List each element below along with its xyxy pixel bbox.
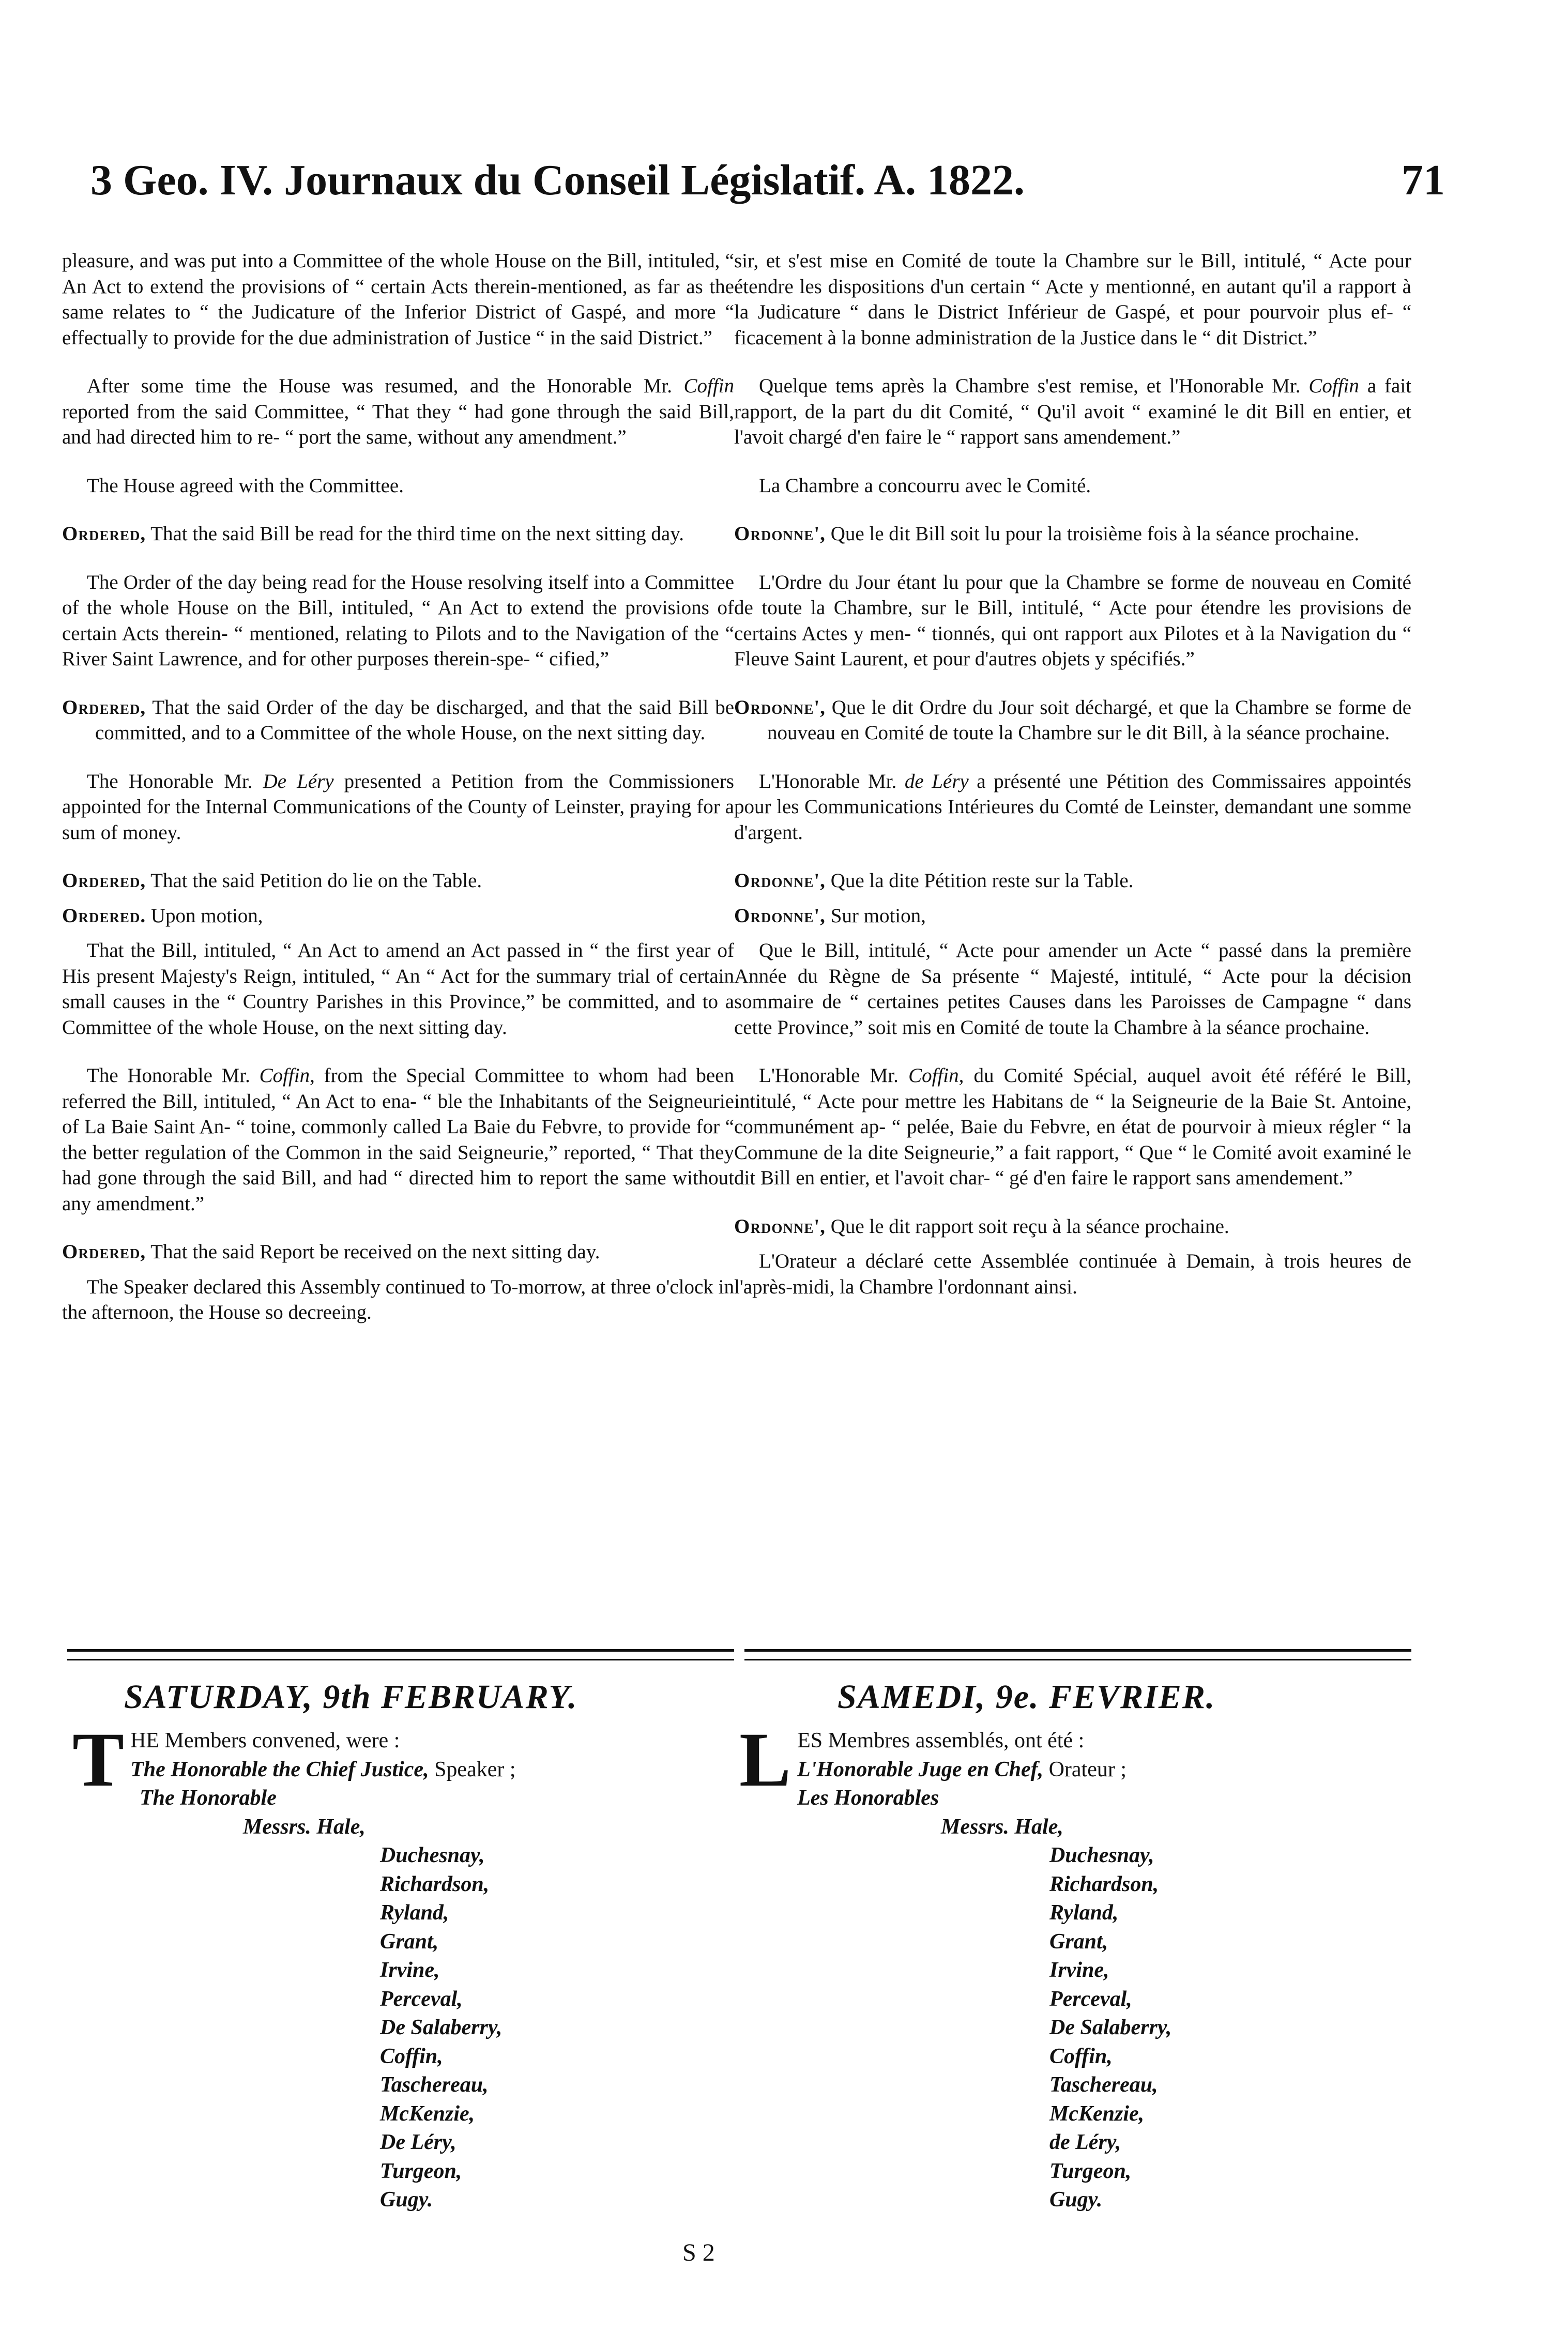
member-name: Ryland, [380, 1901, 449, 1925]
order-paragraph: Ordonne', Sur motion, [734, 904, 926, 927]
paragraph: L'Honorable Mr. Coffin, du Comité Spécial, auquel avoit été référé le Bill, intitulé, “ Acte pour mettre les Habitans de “ la Seigneurie de la Baie St. Antoine, communément ap- “ pelée, Baie du Febvre, en état de pourvoir à mieux régler “ la Commune de la dite Seigneurie,” a fait rapport, “ Que “ le Comité avoit examiné le dit Bill en entier, et l'avoit char- “ gé d'en faire le rapport sans amendement.” [734, 1064, 1411, 1189]
member-name: Gugy. [380, 2188, 433, 2212]
paragraph: The Order of the day being read for the House resolving itself into a Committee of the whole House on the Bill, intituled, “ An Act to extend the provisions of certain Acts therein- “ mentioned, relating to Pilots and to the Navigation of the “ River Saint Lawrence, and for other purposes therein-spe- “ cified,” [62, 571, 734, 670]
paragraph: The Speaker declared this Assembly continued to To-morrow, at three o'clock in the afternoon, the House so decreeing. [62, 1275, 734, 1323]
page-header [90, 155, 1445, 212]
page-number: 71 [1402, 156, 1445, 204]
paragraph: The House agreed with the Committee. [87, 474, 404, 497]
member-name: De Léry, [380, 2130, 456, 2154]
paragraph: The Honorable Mr. De Léry presented a Petition from the Commissioners appointed for the Internal Communications of the County of Leinster, praying for a sum of money. [62, 770, 734, 844]
order-paragraph: Ordered, That the said Petition do lie on the Table. [62, 870, 482, 892]
paragraph: L'Honorable Mr. de Léry a présenté une Pétition des Commissaires appointés pour les Communications Intérieures du Comté de Leinster, demandant une somme d'argent. [734, 770, 1411, 844]
speaker-line: The Honorable the Chief Justice, Speaker ; [130, 1757, 516, 1781]
member-name: Turgeon, [1049, 2159, 1132, 2183]
member-name: Perceval, [1049, 1987, 1132, 2011]
messrs-line: Messrs. Hale, [243, 1815, 366, 1839]
order-paragraph: Ordered, That the said Report be received on the next sitting day. [62, 1241, 600, 1263]
member-name: Irvine, [380, 1958, 440, 1982]
member-name: Coffin, [380, 2044, 443, 2068]
day-heading-french: SAMEDI, 9e. FEVRIER. [838, 1678, 1216, 1716]
order-paragraph: Ordonne', Que le dit Ordre du Jour soit déchargé, et que la Chambre se forme de nouveau en Comité de toute la Chambre sur le dit Bill, à la séance prochaine. [734, 696, 1411, 744]
member-name: Richardson, [380, 1872, 490, 1896]
member-name: Irvine, [1049, 1958, 1109, 1982]
member-name: McKenzie, [1049, 2101, 1145, 2126]
members-list-english [72, 1717, 693, 2215]
paragraph: Quelque tems après la Chambre s'est remise, et l'Honorable Mr. Coffin a fait rapport, de la part du dit Comité, “ Qu'il avoit “ examiné le dit Bill en entier, et l'avoit chargé d'en faire le “ rapport sans amendement.” [734, 375, 1412, 448]
members-intro: HE Members convened, were : [130, 1729, 400, 1752]
order-paragraph: Ordonne', Que la dite Pétition reste sur la Table. [734, 870, 1134, 892]
member-name: Taschereau, [1049, 2073, 1158, 2097]
order-paragraph: Ordered, That the said Bill be read for the third time on the next sitting day. [62, 523, 684, 545]
day-heading-english: SATURDAY, 9th FEBRUARY. [124, 1678, 578, 1716]
member-name: Taschereau, [380, 2073, 489, 2097]
member-name: Grant, [1049, 1929, 1108, 1954]
member-name: Grant, [380, 1929, 439, 1954]
members-intro: ES Membres assemblés, ont été : [797, 1729, 1085, 1752]
section-divider [744, 1649, 1411, 1660]
section-divider [67, 1649, 734, 1660]
paragraph: L'Ordre du Jour étant lu pour que la Chambre se forme de nouveau en Comité de toute la Chambre, sur le Bill, intitulé, “ Acte pour étendre les provisions de certains Actes y men- “ tionnés, qui ont rapport aux Pilotes et à la Navigation du “ Fleuve Saint Laurent, et pour d'autres objets y spécifiés.” [734, 571, 1411, 670]
signature-mark: S 2 [682, 2239, 715, 2266]
honorable-line: Les Honorables [797, 1786, 939, 1810]
member-names [72, 1841, 693, 2215]
speaker-line: L'Honorable Juge en Chef, Orateur ; [797, 1757, 1127, 1781]
members-list-french [739, 1717, 1360, 2215]
paragraph: pleasure, and was put into a Committee of the whole House on the Bill, intituled, “ An Act to extend the provisions of “ certain Acts therein-mentioned, as far as the same relates to “ the Judicature of the Inferior District of Gaspé, and more “ effectually to provide for the due administration of Justice “ in the said District.” [62, 250, 734, 349]
honorable-line: The Honorable [140, 1786, 277, 1810]
running-title: 3 Geo. IV. Journaux du Conseil Législatif. A. 1822. [90, 156, 1025, 204]
order-paragraph: Ordonne', Que le dit Bill soit lu pour la troisième fois à la séance prochaine. [734, 523, 1360, 545]
member-name: De Salaberry, [380, 2016, 503, 2039]
drop-cap: L [739, 1717, 791, 1803]
member-name: de Léry, [1049, 2130, 1121, 2154]
order-paragraph: Ordered, That the said Order of the day be discharged, and that the said Bill be committed, and to a Committee of the whole House, on the next sitting day. [62, 696, 734, 744]
member-name: Duchesnay, [1049, 1843, 1154, 1867]
member-name: Gugy. [1049, 2188, 1103, 2212]
english-column [62, 248, 734, 1348]
member-name: De Salaberry, [1049, 2016, 1172, 2039]
order-paragraph: Ordonne', Que le dit rapport soit reçu à la séance prochaine. [734, 1215, 1229, 1238]
paragraph: sir, et s'est mise en Comité de toute la Chambre sur le Bill, intitulé, “ Acte pour étendre les dispositions d'un certain “ Acte y mentionné, en autant qu'il a rapport à la Judicature “ dans le District Inférieur de Gaspé, et pour pourvoir plus ef- “ ficacement à la bonne administration de la Justice dans le “ dit District.” [734, 250, 1411, 349]
paragraph: L'Orateur a déclaré cette Assemblée continuée à Demain, à trois heures de l'après-midi, la Chambre l'ordonnant ainsi. [734, 1250, 1411, 1298]
paragraph: La Chambre a concourru avec le Comité. [759, 474, 1091, 497]
messrs-line: Messrs. Hale, [941, 1815, 1063, 1839]
order-paragraph: Ordered. Upon motion, [62, 904, 263, 927]
paragraph: The Honorable Mr. Coffin, from the Special Committee to whom had been referred the Bill, intituled, “ An Act to ena- “ ble the Inhabitants of the Seigneurie of La Baie Saint An- “ toine, commonly called La Baie du Febvre, to provide for “ the better regulation of the Common in the said Seigneurie,” reported, “ That they had gone through the said Bill, and had “ directed him to report the same without any amendment.” [62, 1064, 734, 1215]
drop-cap: T [72, 1717, 125, 1803]
french-column [734, 248, 1411, 1322]
member-names [739, 1841, 1360, 2215]
paragraph: After some time the House was resumed, and the Honorable Mr. Coffin reported from the said Committee, “ That they “ had gone through the said Bill, and had directed him to re- “ port the same, without any amendment.” [62, 375, 734, 448]
member-name: Ryland, [1049, 1901, 1119, 1925]
member-name: McKenzie, [380, 2101, 475, 2126]
member-name: Duchesnay, [380, 1843, 485, 1867]
member-name: Turgeon, [380, 2159, 462, 2183]
member-name: Perceval, [380, 1987, 463, 2011]
member-name: Richardson, [1049, 1872, 1159, 1896]
paragraph: Que le Bill, intitulé, “ Acte pour amender un Acte “ passé dans la première Année du Règne de Sa présente “ Majesté, intitulé, “ Acte pour la décision sommaire de “ certaines petites Causes dans les Paroisses de Campagne “ dans cette Province,” soit mis en Comité de toute la Chambre à la séance prochaine. [734, 939, 1411, 1039]
member-name: Coffin, [1049, 2044, 1113, 2068]
paragraph: That the Bill, intituled, “ An Act to amend an Act passed in “ the first year of His present Majesty's Reign, intituled, “ An “ Act for the summary trial of certain small causes in the “ Country Parishes in this Province,” be committed, and to a Committee of the whole House, on the next sitting day. [62, 939, 734, 1039]
